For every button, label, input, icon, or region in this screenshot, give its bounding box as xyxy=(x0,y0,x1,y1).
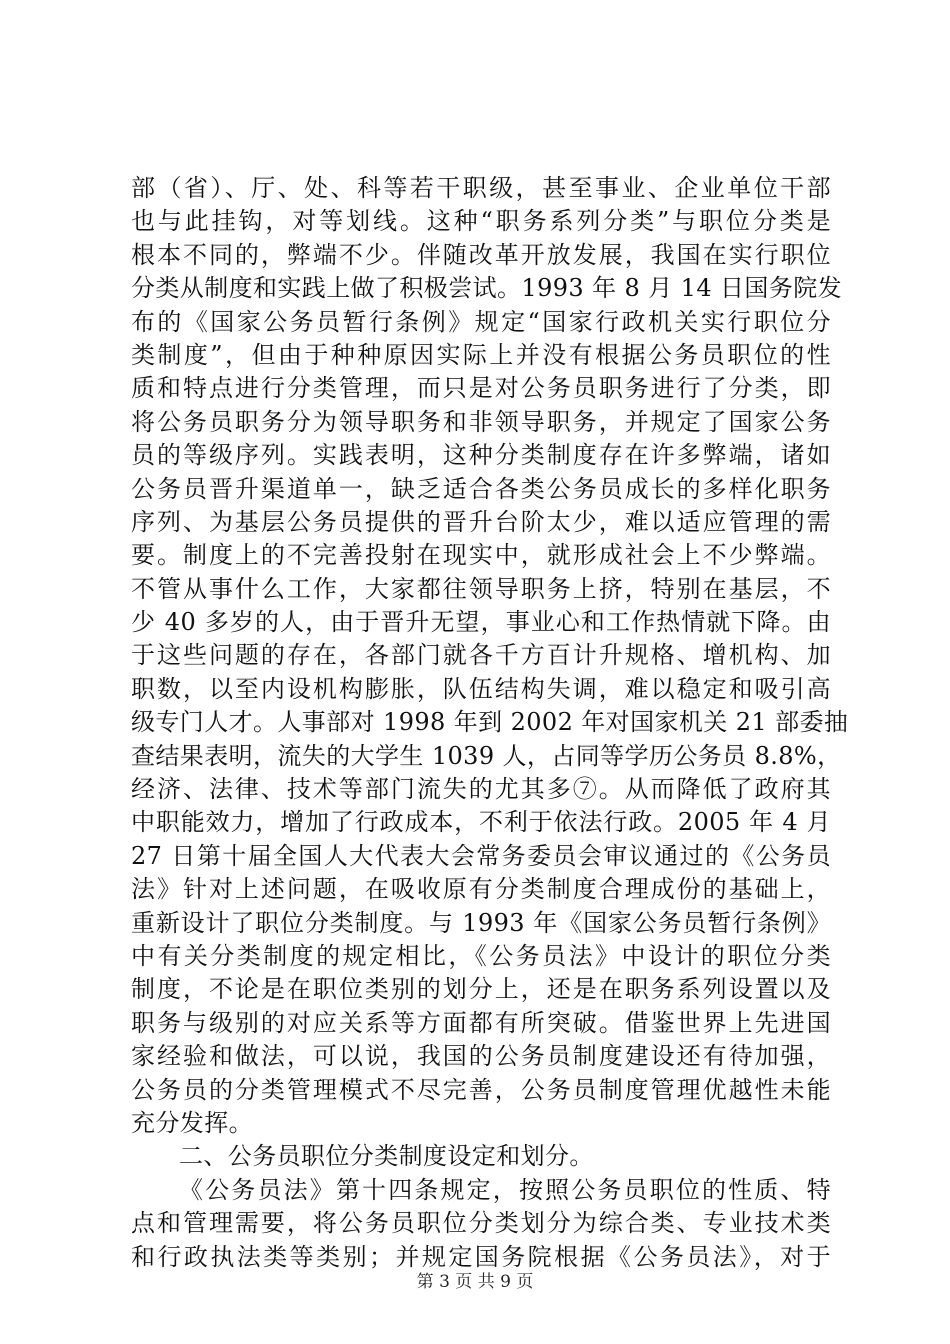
paragraph-2 xyxy=(131,1174,831,1274)
text-line: 质和特点进行分类管理，而只是对公务员职务进行了分类，即 xyxy=(131,374,831,403)
text-line: 于这些问题的存在，各部门就各千方百计升规格、增机构、加 xyxy=(131,641,831,670)
text-line: 分类从制度和实践上做了积极尝试。1993 年 8 月 14 日国务院发 xyxy=(131,274,843,303)
text-line: 要。制度上的不完善投射在现实中，就形成社会上不少弊端。 xyxy=(131,541,831,570)
text-line: 经济、法律、技术等部门流失的尤其多⑦。从而降低了政府其 xyxy=(131,775,831,804)
text-line: 部（省）、厅、处、科等若干职级，甚至事业、企业单位干部 xyxy=(131,174,831,202)
text-line: 不管从事什么工作，大家都往领导职务上挤，特别在基层，不 xyxy=(131,574,831,603)
text-line: 《公务员法》第十四条规定，按照公务员职位的性质、特 xyxy=(179,1175,831,1204)
text-line: 点和管理需要，将公务员职位分类划分为综合类、专业技术类 xyxy=(131,1209,831,1238)
section-heading: 二、公务员职位分类制度设定和划分。 xyxy=(179,1142,594,1171)
text-line: 27 日第十届全国人大代表大会常务委员会审议通过的《公务员 xyxy=(131,841,831,870)
text-line: 序列、为基层公务员提供的晋升台阶太少，难以适应管理的需 xyxy=(131,507,831,536)
text-line: 公务员晋升渠道单一，缺乏适合各类公务员成长的多样化职务 xyxy=(131,474,831,503)
text-line: 中职能效力，增加了行政成本，不利于依法行政。2005 年 4 月 xyxy=(131,808,831,837)
text-line: 职务与级别的对应关系等方面都有所突破。借鉴世界上先进国 xyxy=(131,1008,831,1037)
text-line: 职数，以至内设机构膨胀，队伍结构失调，难以稳定和吸引高 xyxy=(131,674,831,703)
text-line: 查结果表明，流失的大学生 1039 人，占同等学历公务员 8.8%， xyxy=(131,741,842,770)
text-line: 将公务员职务分为领导职务和非领导职务，并规定了国家公务 xyxy=(131,407,831,436)
text-line: 布的《国家公务员暂行条例》规定“国家行政机关实行职位分 xyxy=(131,307,831,336)
page-footer: 第 3 页 共 9 页 xyxy=(416,1272,534,1292)
text-line: 家经验和做法，可以说，我国的公务员制度建设还有待加强， xyxy=(131,1042,831,1071)
text-line: 重新设计了职位分类制度。与 1993 年《国家公务员暂行条例》 xyxy=(131,908,831,937)
paragraph-1 xyxy=(131,172,849,1140)
document-body xyxy=(131,172,849,1274)
text-line: 中有关分类制度的规定相比，《公务员法》中设计的职位分类 xyxy=(131,941,831,970)
text-line: 制度，不论是在职位类别的划分上，还是在职务系列设置以及 xyxy=(131,975,831,1004)
text-line: 充分发挥。 xyxy=(131,1108,253,1137)
text-line: 员的等级序列。实践表明，这种分类制度存在许多弊端，诸如 xyxy=(131,441,831,470)
text-line: 类制度”，但由于种种原因实际上并没有根据公务员职位的性 xyxy=(131,340,831,369)
text-line: 公务员的分类管理模式不尽完善，公务员制度管理优越性未能 xyxy=(131,1075,831,1104)
text-line: 法》针对上述问题，在吸收原有分类制度合理成份的基础上， xyxy=(131,875,831,904)
text-line: 少 40 多岁的人，由于晋升无望，事业心和工作热情就下降。由 xyxy=(131,608,831,637)
text-line: 也与此挂钩，对等划线。这种“职务系列分类”与职位分类是 xyxy=(131,207,831,236)
text-line: 级专门人才。人事部对 1998 年到 2002 年对国家机关 21 部委抽 xyxy=(131,708,849,737)
text-line: 根本不同的，弊端不少。伴随改革开放发展，我国在实行职位 xyxy=(131,240,831,269)
text-line: 和行政执法类等类别；并规定国务院根据《公务员法》，对于 xyxy=(131,1242,831,1271)
